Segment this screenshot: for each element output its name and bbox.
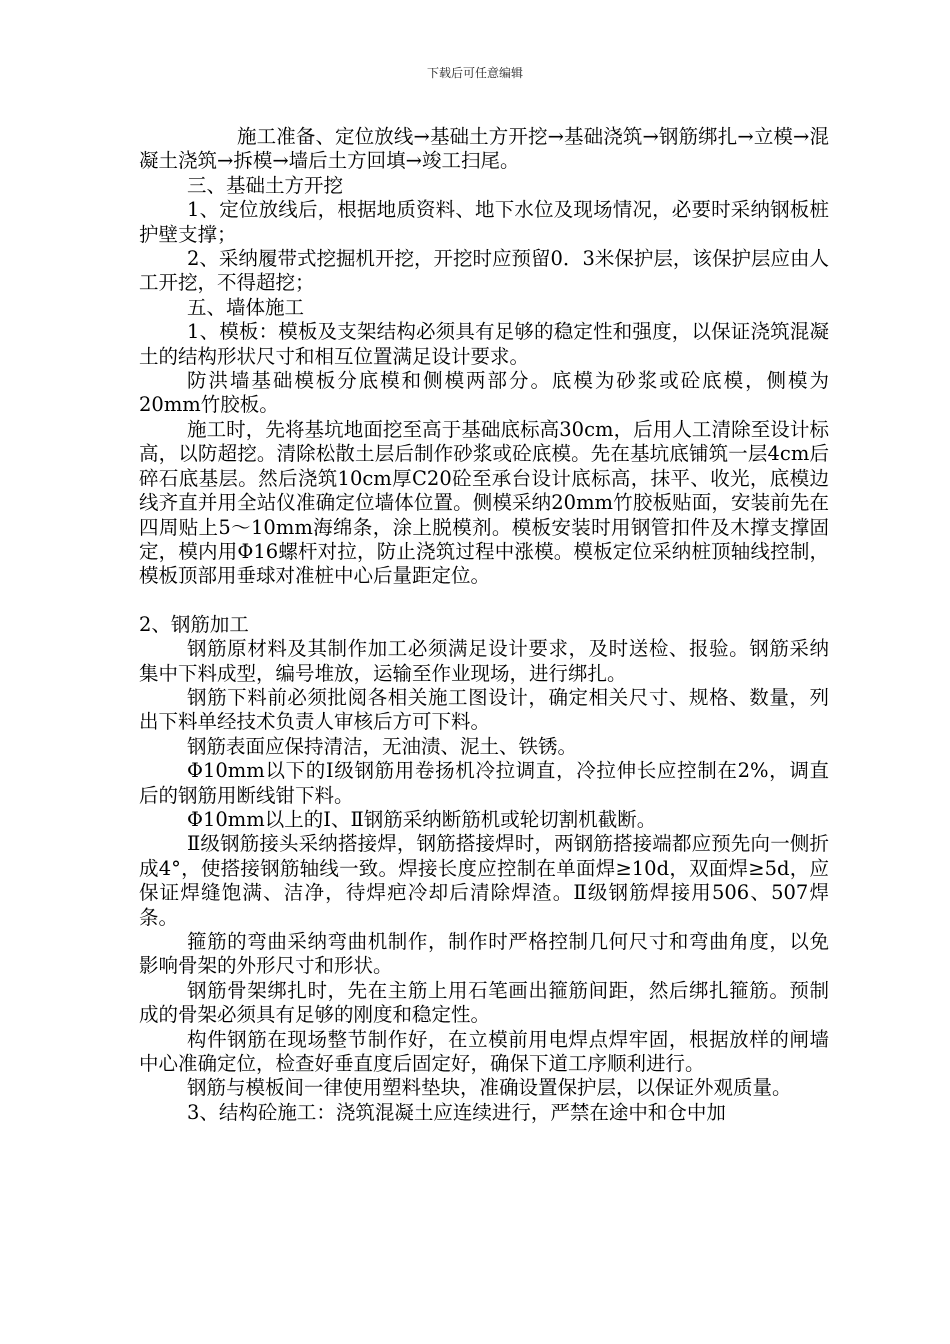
paragraph: Ⅱ级钢筋接头采纳搭接焊，钢筋搭接焊时，两钢筋搭接端都应预先向一侧折成4°，使搭接钢筋轴线一致。焊接长度应控制在单面焊≥10d，双面焊≥5d，应保证焊缝饱满、洁净，待焊疤冷却后清除焊渣。Ⅱ级钢筋焊接用506、507焊条。 (139, 832, 829, 929)
section-heading-3: 三、基础土方开挖 (187, 173, 344, 197)
paragraph: 1、定位放线后，根据地质资料、地下水位及现场情况，必要时采纳钢板桩护壁支撑； (139, 198, 829, 246)
paragraph: 钢筋表面应保持清洁，无油渍、泥土、铁锈。 (187, 734, 578, 758)
paragraph: 钢筋原材料及其制作加工必须满足设计要求，及时送检、报验。钢筋采纳集中下料成型，编号堆放，运输至作业现场，进行绑扎。 (139, 637, 829, 685)
paragraph: 钢筋下料前必须批阅各相关施工图设计，确定相关尺寸、规格、数量，列出下料单经技术负责人审核后方可下料。 (139, 685, 829, 734)
document-body (139, 125, 829, 1125)
paragraph: 防洪墙基础模板分底模和侧模两部分。底模为砂浆或砼底模，侧模为20mm竹胶板。 (139, 369, 829, 417)
paragraph: Φ10mm以上的Ⅰ、Ⅱ钢筋采纳断筋机或轮切割机截断。 (187, 807, 657, 831)
paragraph: Φ10mm以下的Ⅰ级钢筋用卷扬机冷拉调直，冷拉伸长应控制在2%，调直后的钢筋用断线钳下料。 (139, 759, 829, 807)
subheading-rebar-processing: 2、钢筋加工 (139, 612, 249, 636)
paragraph: 箍筋的弯曲采纳弯曲机制作，制作时严格控制几何尺寸和弯曲角度，以免影响骨架的外形尺寸和形状。 (139, 930, 829, 978)
spacer (139, 589, 829, 613)
section-heading-5: 五、墙体施工 (187, 295, 305, 319)
page-header: 下载后可任意编辑 (426, 66, 523, 80)
paragraph: 钢筋骨架绑扎时，先在主筋上用石笔画出箍筋间距，然后绑扎箍筋。预制成的骨架必须具有足够的刚度和稳定性。 (139, 978, 829, 1027)
paragraph-construction-sequence: 施工准备、定位放线→基础土方开挖→基础浇筑→钢筋绑扎→立模→混凝土浇筑→拆模→墙后土方回填→竣工扫尾。 (139, 125, 829, 173)
paragraph: 3、结构砼施工：浇筑混凝土应连续进行，严禁在途中和仓中加 (187, 1100, 726, 1124)
paragraph: 构件钢筋在现场整节制作好，在立模前用电焊点焊牢固，根据放样的闸墙中心准确定位，检查好垂直度后固定好，确保下道工序顺利进行。 (139, 1027, 829, 1076)
paragraph: 施工时，先将基坑地面挖至高于基础底标高30cm，后用人工清除至设计标高，以防超挖。清除松散土层后制作砂浆或砼底模。先在基坑底铺筑一层4cm后碎石底基层。然后浇筑10cm厚C20砼至承台设计底标高，抹平、收光，底模边线齐直并用全站仪准确定位墙体位置。侧模采纳20mm竹胶板贴面，安装前先在四周贴上5～10mm海绵条，涂上脱模剂。模板安装时用钢管扣件及木撑支撑固定，模内用Φ16螺杆对拉，防止浇筑过程中涨模。模板定位采纳桩顶轴线控制，模板顶部用垂球对准桩中心后量距定位。 (139, 417, 829, 588)
paragraph: 2、采纳履带式挖掘机开挖，开挖时应预留0．3米保护层，该保护层应由人工开挖，不得超挖； (139, 247, 829, 295)
paragraph: 1、模板：模板及支架结构必须具有足够的稳定性和强度，以保证浇筑混凝土的结构形状尺寸和相互位置满足设计要求。 (139, 320, 829, 368)
paragraph: 钢筋与模板间一律使用塑料垫块，准确设置保护层，以保证外观质量。 (187, 1076, 792, 1100)
